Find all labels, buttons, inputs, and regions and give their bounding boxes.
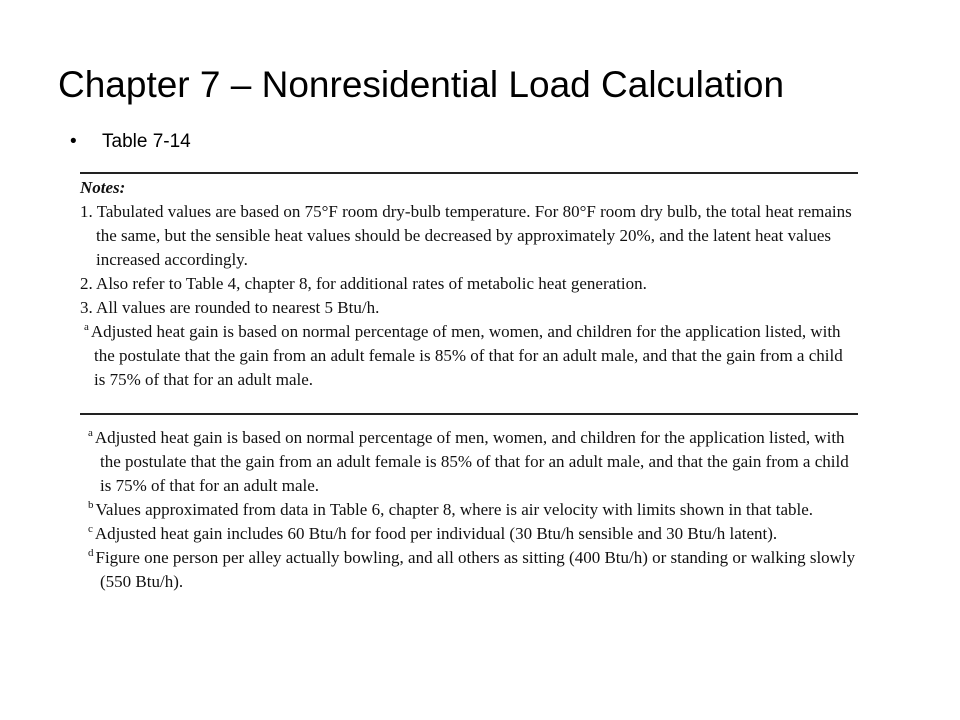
footnote-text: Figure one person per alley actually bowling, and all others as sitting (400 Btu/h) or standing or walking slowly (550 Btu/h).	[95, 548, 856, 591]
footnote-c	[80, 522, 858, 546]
footnote-marker: a	[88, 427, 93, 440]
note-2: 2. Also refer to Table 4, chapter 8, for additional rates of metabolic heat generation.	[80, 274, 647, 293]
middle-rule	[80, 413, 858, 415]
footnote-marker: a	[84, 321, 89, 334]
notes-heading: Notes:	[80, 178, 126, 197]
footnote-marker: b	[88, 499, 94, 512]
note-3: 3. All values are rounded to nearest 5 Btu/h.	[80, 298, 380, 317]
footnote-text: Adjusted heat gain is based on normal percentage of men, women, and children for the application listed, with the postulate that the gain from an adult female is 85% of that for an adult male, and that the gain from a child is 75% of that for an adult male.	[94, 428, 849, 495]
footnote-text: Adjusted heat gain is based on normal percentage of men, women, and children for the application listed, with the postulate that the gain from an adult female is 85% of that for an adult male, and that the gain from a child is 75% of that for an adult male.	[90, 322, 843, 389]
note-a	[80, 320, 858, 392]
footnote-text: Adjusted heat gain includes 60 Btu/h for food per individual (30 Btu/h sensible and 30 Btu/h latent).	[94, 524, 778, 543]
slide-title: Chapter 7 – Nonresidential Load Calculation	[58, 64, 785, 105]
scanned-table-notes-image	[80, 168, 858, 646]
note-1: 1. Tabulated values are based on 75°F room dry-bulb temperature. For 80°F room dry bulb, the total heat remains the same, but the sensible heat values should be decreased by approximately 20%, and the latent heat values increased accordingly.	[80, 202, 852, 269]
bullet-marker: •	[70, 131, 77, 152]
notes-block	[80, 176, 858, 392]
bullet-item	[70, 131, 191, 153]
footnote-d	[80, 546, 858, 594]
footnote-a	[80, 426, 858, 498]
footnote-text: Values approximated from data in Table 6, chapter 8, where is air velocity with limits shown in that table.	[95, 500, 814, 519]
bullet-text: Table 7-14	[102, 131, 191, 152]
footnote-marker: d	[88, 547, 94, 560]
footnote-b	[80, 498, 858, 522]
top-rule	[80, 172, 858, 174]
footnote-marker: c	[88, 523, 93, 536]
footnotes-block	[80, 426, 858, 594]
